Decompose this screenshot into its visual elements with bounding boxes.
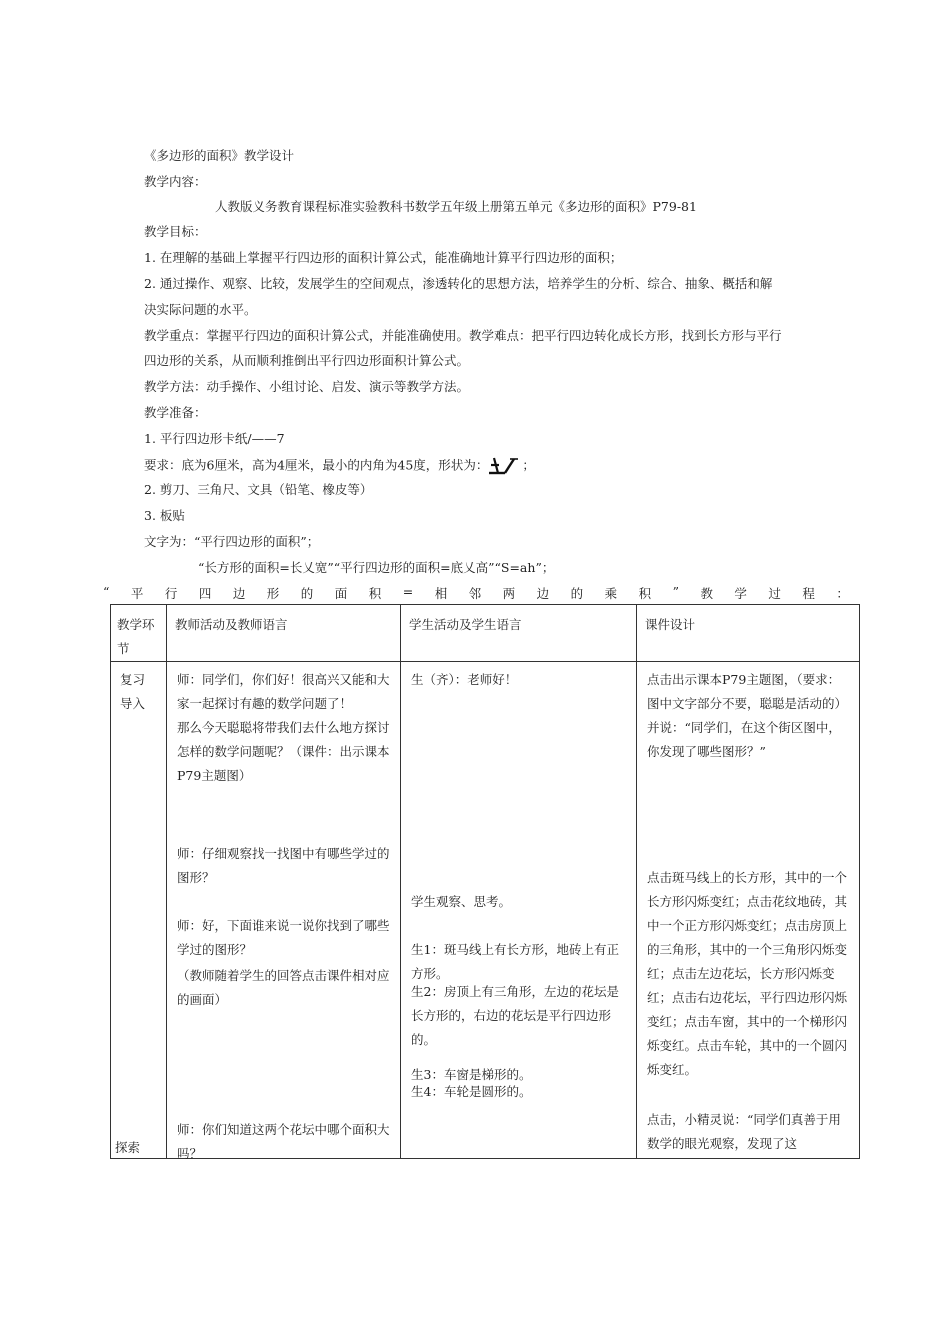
spread-char: 形 bbox=[266, 586, 280, 601]
teacher-line-4: 师：好，下面谁来说一说你找到了哪些学过的图形？ bbox=[177, 918, 390, 957]
header-teacher: 教师活动及教师语言 bbox=[167, 605, 401, 662]
teacher-line-6: 师：你们知道这两个花坛中哪个面积大吗？ bbox=[177, 1122, 390, 1161]
goals-heading: 教学目标： bbox=[144, 224, 207, 239]
phase-review: 复习导入 bbox=[120, 672, 146, 711]
courseware-line-3: 点击，小精灵说：“同学们真善于用数学的眼光观察，发现了这 bbox=[647, 1112, 841, 1151]
spread-char: 四 bbox=[198, 586, 212, 601]
requirement-text: 要求：底为6厘米，高为4厘米，最小的内角为45度，形状为： bbox=[144, 457, 489, 473]
courseware-line-1: 点击出示课本P79主题图，（要求：图中文字部分不要，聪聪是活动的）并说：“同学们，在这个街区图中，你发现了哪些图形？” bbox=[647, 672, 848, 759]
spread-char: 相 bbox=[434, 586, 448, 601]
spread-char: 程 bbox=[802, 586, 815, 601]
table-row bbox=[111, 662, 860, 1159]
header-phase: 教学环节 bbox=[111, 605, 167, 662]
spread-char: 平 bbox=[130, 586, 144, 601]
formula-spread-line bbox=[103, 584, 849, 602]
spread-char: = bbox=[402, 584, 414, 599]
spread-char: 过 bbox=[768, 586, 781, 601]
header-student: 学生活动及学生语言 bbox=[401, 605, 637, 662]
formula-line: “长方形的面积=长乂宽”“平行四边形的面积=底乂高”“S=ah”； bbox=[198, 560, 555, 575]
student-line-5: 生3：车窗是梯形的。 bbox=[411, 1067, 532, 1082]
spread-char: “ bbox=[103, 584, 110, 599]
spread-char: 的 bbox=[570, 586, 584, 601]
student-line-4: 生2：房顶上有三角形，左边的花坛是长方形的，右边的花坛是平行四边形的。 bbox=[411, 984, 619, 1047]
courseware-cell bbox=[637, 662, 860, 1159]
prep-item-1: 1. 平行四边形卡纸/——7 bbox=[144, 431, 285, 446]
prep-item-3: 3. 板贴 bbox=[144, 508, 185, 523]
spread-char: 邻 bbox=[468, 586, 482, 601]
key-points-line-2: 四边形的关系，从而顺利推倒出平行四边形面积计算公式。 bbox=[144, 353, 470, 368]
requirement-line bbox=[144, 455, 535, 477]
spread-char: ” bbox=[672, 584, 679, 599]
spread-char: 学 bbox=[734, 586, 747, 601]
text-label: 文字为：“平行四边形的面积”； bbox=[144, 534, 320, 549]
student-cell bbox=[401, 662, 637, 1159]
spread-char: 乘 bbox=[604, 586, 618, 601]
content-text: 人教版义务教育课程标准实验教科书数学五年级上册第五单元《多边形的面积》P79-81 bbox=[215, 199, 697, 214]
goal-2-line-2: 决实际问题的水平。 bbox=[144, 302, 257, 317]
student-line-2: 学生观察、思考。 bbox=[411, 894, 512, 909]
spread-char: 积 bbox=[638, 586, 652, 601]
goal-2-line-1: 2. 通过操作、观察、比较，发展学生的空间观点，渗透转化的思想方法，培养学生的分析、综合、抽象、概括和解 bbox=[144, 276, 773, 291]
requirement-end: ； bbox=[522, 457, 535, 473]
table-header-row bbox=[111, 605, 860, 662]
spread-char: 教 bbox=[700, 586, 713, 601]
lesson-table bbox=[110, 604, 860, 1159]
spread-char: ： bbox=[836, 586, 849, 601]
teaching-method: 教学方法：动手操作、小组讨论、启发、演示等教学方法。 bbox=[144, 379, 470, 394]
spread-char: 行 bbox=[164, 586, 178, 601]
spread-char: 两 bbox=[502, 586, 516, 601]
key-points-line-1: 教学重点：掌握平行四边的面积计算公式，并能准确使用。教学难点：把平行四边转化成长方形，找到长方形与平行 bbox=[144, 328, 782, 343]
content-heading: 教学内容： bbox=[144, 174, 207, 189]
spread-char: 面 bbox=[334, 586, 348, 601]
phase-cell bbox=[111, 662, 167, 1159]
student-line-1: 生（齐）：老师好！ bbox=[411, 672, 518, 687]
phase-explore: 探索 bbox=[115, 1140, 141, 1155]
student-line-6: 生4：车轮是圆形的。 bbox=[411, 1084, 532, 1099]
spread-char: 边 bbox=[536, 586, 550, 601]
teacher-line-2: 那么今天聪聪将带我们去什么地方探讨怎样的数学问题呢？（课件：出示课本P79主题图） bbox=[177, 720, 390, 783]
spread-char: 的 bbox=[300, 586, 314, 601]
courseware-line-2: 点击斑马线上的长方形，其中的一个长方形闪烁变红；点击花纹地砖，其中一个正方形闪烁变红；点击房顶上的三角形，其中的一个三角形闪烁变红；点击左边花坛，长方形闪烁变红；点击右边花坛，平行四边形闪烁变红；点击车窗，其中的一个梯形闪烁变红。点击车轮，其中的一个圆闪烁变红。 bbox=[647, 870, 848, 1077]
parallelogram-sketch-icon bbox=[488, 455, 522, 477]
student-line-3: 生1：斑马线上有长方形，地砖上有正方形。 bbox=[411, 942, 619, 981]
prep-item-2: 2. 剪刀、三角尺、文具（铅笔、橡皮等） bbox=[144, 482, 373, 497]
teacher-line-1: 师：同学们，你们好！很高兴又能和大家一起探讨有趣的数学问题了！ bbox=[177, 672, 390, 711]
teacher-line-5: （教师随着学生的回答点击课件相对应的画面） bbox=[177, 968, 390, 1007]
spread-char: 边 bbox=[232, 586, 246, 601]
teacher-line-3: 师：仔细观察找一找图中有哪些学过的图形？ bbox=[177, 846, 390, 885]
spread-char: 积 bbox=[368, 586, 382, 601]
goal-1: 1. 在理解的基础上掌握平行四边形的面积计算公式，能准确地计算平行四边形的面积； bbox=[144, 250, 623, 265]
doc-title: 《多边形的面积》教学设计 bbox=[144, 148, 295, 163]
header-courseware: 课件设计 bbox=[637, 605, 860, 662]
prep-heading: 教学准备： bbox=[144, 405, 207, 420]
teacher-cell bbox=[167, 662, 401, 1159]
